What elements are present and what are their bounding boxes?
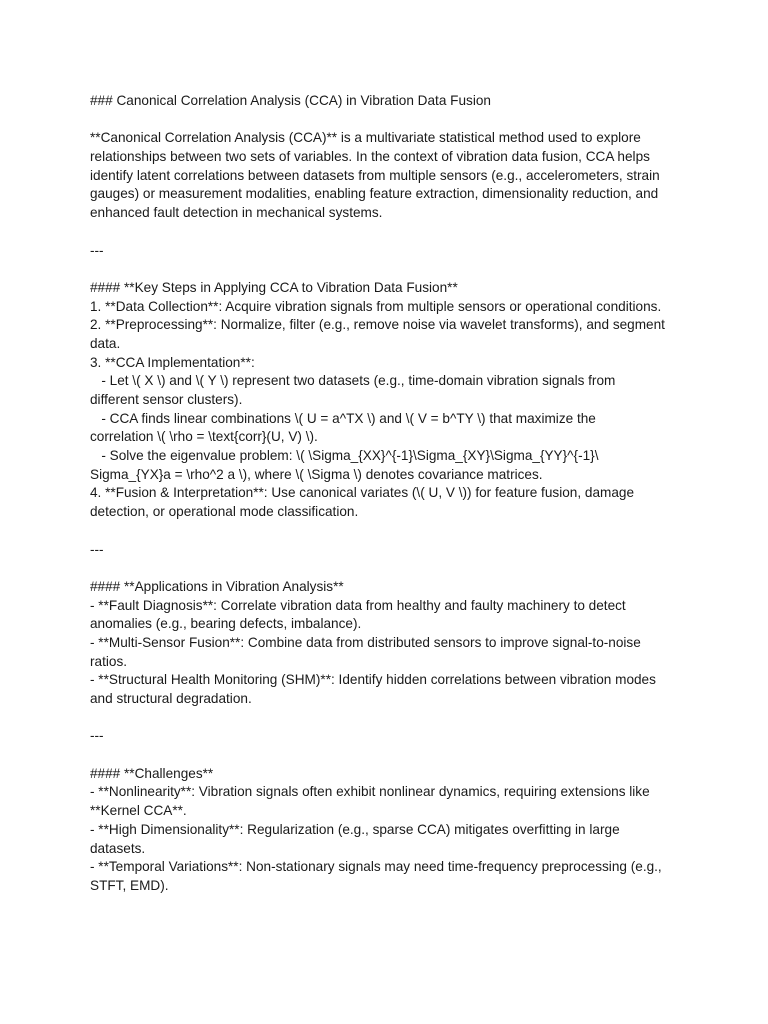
applications-section [90, 578, 690, 709]
challenges-line: - **Nonlinearity**: Vibration signals often exhibit nonlinear dynamics, requiring extensions like [90, 784, 650, 800]
document-title: ### Canonical Correlation Analysis (CCA) in Vibration Data Fusion [90, 93, 491, 108]
intro-line: identify latent correlations between datasets from multiple sensors (e.g., accelerometers, strain [90, 167, 660, 183]
challenges-line: **Kernel CCA**. [90, 803, 187, 819]
key-steps-line: 3. **CCA Implementation**: [90, 354, 255, 370]
spacer [90, 522, 690, 541]
spacer [90, 260, 690, 279]
document-body [90, 92, 690, 896]
applications-line: and structural degradation. [90, 691, 252, 706]
key-steps-line: - CCA finds linear combinations \( U = a^TX \) and \( V = b^TY \) that maximize the [90, 410, 596, 426]
key-steps-line: 1. **Data Collection**: Acquire vibration signals from multiple sensors or operational conditions. [90, 298, 662, 314]
intro-line: **Canonical Correlation Analysis (CCA)** is a multivariate statistical method used to explore [90, 130, 641, 146]
challenges-line: STFT, EMD). [90, 877, 169, 893]
key-steps-line: 2. **Preprocessing**: Normalize, filter (e.g., remove noise via wavelet transforms), and segment [90, 317, 665, 333]
spacer [90, 709, 690, 728]
key-steps-line: - Solve the eigenvalue problem: \( \Sigma_{XX}^{-1}\Sigma_{XY}\Sigma_{YY}^{-1}\ [90, 448, 599, 464]
intro-line: enhanced fault detection in mechanical systems. [90, 205, 383, 221]
intro-line: gauges) or measurement modalities, enabling feature extraction, dimensionality reduction, and [90, 186, 659, 202]
key-steps-line: correlation \( \rho = \text{corr}(U, V) \). [90, 429, 318, 445]
section-separator: --- [90, 242, 104, 258]
applications-line: - **Fault Diagnosis**: Correlate vibration data from healthy and faulty machinery to detect [90, 597, 626, 613]
key-steps-line: detection, or operational mode classification. [90, 504, 359, 520]
key-steps-line: 4. **Fusion & Interpretation**: Use canonical variates (\( U, V \)) for feature fusion, damage [90, 485, 635, 501]
challenges-heading: #### **Challenges** [90, 765, 214, 781]
spacer [90, 111, 690, 130]
spacer [90, 559, 690, 578]
spacer [90, 746, 690, 765]
applications-line: - **Multi-Sensor Fusion**: Combine data from distributed sensors to improve signal-to-noise [90, 634, 641, 650]
challenges-line: - **High Dimensionality**: Regularization (e.g., sparse CCA) mitigates overfitting in large [90, 821, 620, 837]
applications-line: anomalies (e.g., bearing defects, imbalance). [90, 616, 362, 632]
applications-line: ratios. [90, 653, 128, 669]
applications-line: - **Structural Health Monitoring (SHM)**: Identify hidden correlations between vibration modes [90, 672, 656, 688]
key-steps-heading: #### **Key Steps in Applying CCA to Vibration Data Fusion** [90, 279, 458, 295]
section-separator: --- [90, 728, 104, 744]
section-separator: --- [90, 541, 104, 557]
challenges-line: - **Temporal Variations**: Non-stationary signals may need time-frequency preprocessing (e.g., [90, 859, 662, 875]
key-steps-line: Sigma_{YX}a = \rho^2 a \), where \( \Sigma \) denotes covariance matrices. [90, 466, 543, 482]
applications-heading: #### **Applications in Vibration Analysis** [90, 578, 344, 594]
intro-line: relationships between two sets of variables. In the context of vibration data fusion, CCA helps [90, 149, 650, 165]
key-steps-section [90, 279, 690, 522]
challenges-line: datasets. [90, 840, 146, 856]
key-steps-line: different sensor clusters). [90, 392, 243, 407]
key-steps-line: data. [90, 335, 121, 351]
challenges-section [90, 765, 690, 896]
spacer [90, 223, 690, 242]
intro-paragraph [90, 129, 690, 222]
key-steps-line: - Let \( X \) and \( Y \) represent two datasets (e.g., time-domain vibration signals from [90, 373, 616, 389]
